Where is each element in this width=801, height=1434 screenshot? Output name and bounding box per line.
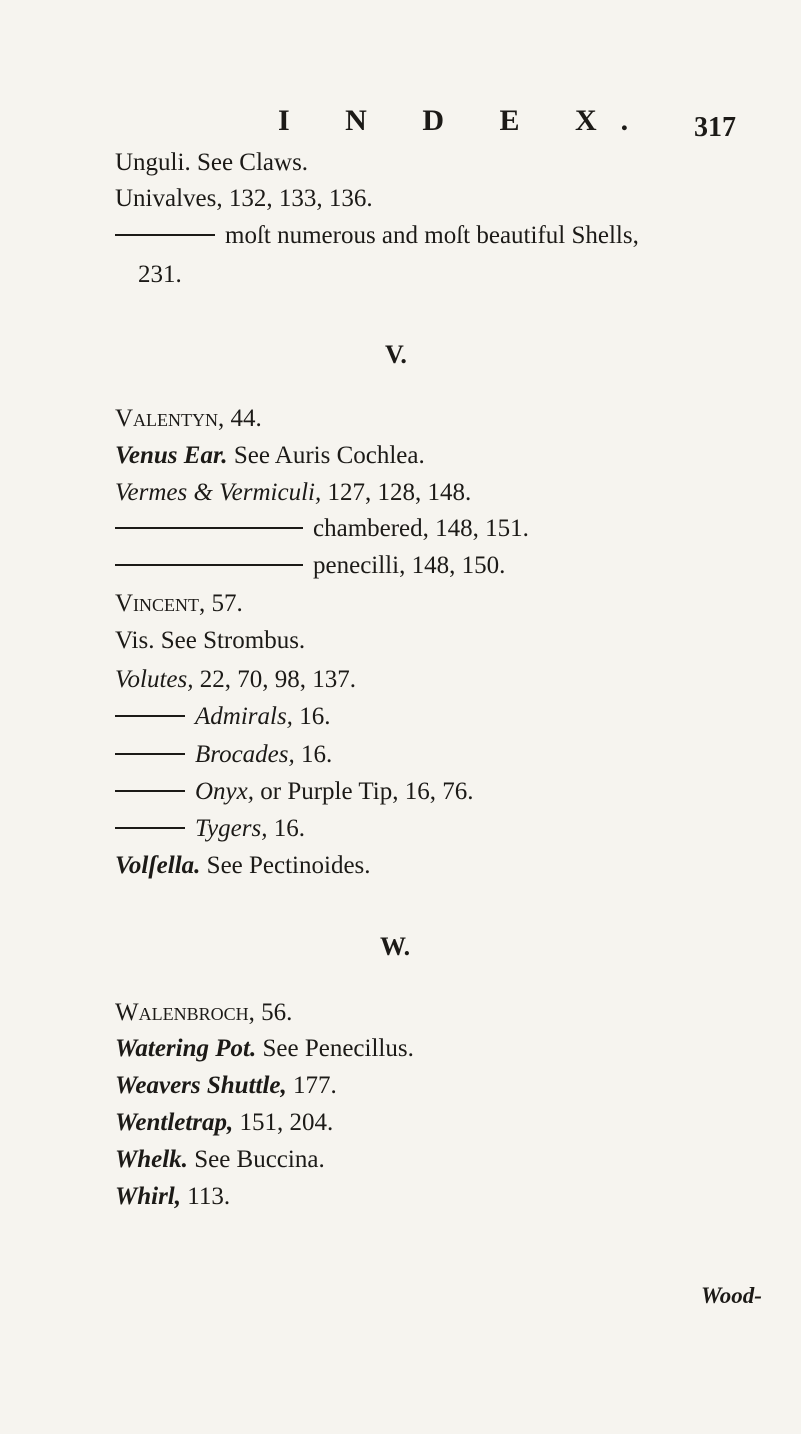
entry-ref: See Penecillus.	[262, 1035, 414, 1062]
index-entry	[115, 1000, 292, 1025]
index-subentry	[115, 553, 505, 578]
index-continuation	[138, 262, 182, 287]
index-subentry	[115, 779, 473, 804]
ditto-dash	[115, 564, 303, 566]
entry-term: Whelk.	[115, 1146, 188, 1173]
index-subentry	[115, 742, 332, 767]
entry-term: Unguli.	[115, 149, 191, 176]
entry-term: Vis.	[115, 627, 155, 654]
index-entry	[115, 1073, 337, 1098]
index-entry	[115, 1184, 230, 1209]
entry-ref: See Pectinoides.	[206, 852, 371, 879]
entry-term: Univalves,	[115, 185, 223, 212]
entry-ref: 231.	[138, 261, 182, 288]
entry-term: Valentyn,	[115, 405, 225, 432]
index-entry	[115, 406, 262, 431]
entry-ref: 16.	[301, 741, 333, 768]
ditto-dash	[115, 753, 185, 755]
index-subentry	[115, 516, 529, 541]
entry-ref: penecilli, 148, 150.	[313, 552, 506, 579]
entry-ref: See Buccina.	[194, 1146, 325, 1173]
entry-term: Weavers Shuttle,	[115, 1072, 287, 1099]
entry-term: Vincent,	[115, 590, 206, 617]
index-entry	[115, 853, 371, 878]
entry-term: Onyx,	[195, 778, 254, 805]
entry-ref: 57.	[211, 590, 243, 617]
ditto-dash	[115, 715, 185, 717]
entry-ref: 151, 204.	[239, 1109, 334, 1136]
entry-ref: See Claws.	[196, 149, 309, 176]
index-entry	[115, 186, 373, 211]
index-entry	[115, 1147, 325, 1172]
index-subentry	[115, 223, 639, 248]
entry-term: Volſella.	[115, 852, 201, 879]
catchword: Wood-	[701, 1283, 762, 1308]
index-subentry	[115, 816, 305, 841]
index-entry	[115, 667, 356, 692]
section-heading-w: W.	[380, 932, 411, 961]
entry-term: Whirl,	[115, 1183, 182, 1210]
entry-ref: or Purple Tip, 16, 76.	[260, 778, 474, 805]
entry-term: Vermes & Vermiculi,	[115, 479, 322, 506]
ditto-dash	[115, 827, 185, 829]
entry-term: Tygers,	[195, 815, 268, 842]
entry-term: Venus Ear.	[115, 442, 228, 469]
index-subentry	[115, 704, 330, 729]
entry-term: Volutes,	[115, 666, 194, 693]
index-entry	[115, 480, 471, 505]
page-title: I N D E X.	[278, 104, 653, 137]
entry-ref: chambered, 148, 151.	[313, 515, 529, 542]
entry-term: Admirals,	[195, 703, 293, 730]
index-entry	[115, 628, 305, 653]
entry-ref: 113.	[187, 1183, 231, 1210]
entry-ref: 56.	[261, 999, 293, 1026]
index-entry	[115, 1036, 414, 1061]
ditto-dash	[115, 527, 303, 529]
entry-ref: 132, 133, 136.	[228, 185, 373, 212]
index-entry	[115, 1110, 333, 1135]
index-entry	[115, 150, 308, 175]
entry-ref: 16.	[273, 815, 305, 842]
section-heading-v: V.	[385, 340, 407, 369]
page-number: 317	[694, 112, 736, 143]
index-entry	[115, 591, 243, 616]
entry-term: Walenbroch,	[115, 999, 255, 1026]
entry-ref: See Strombus.	[160, 627, 306, 654]
entry-term: Brocades,	[195, 741, 295, 768]
entry-ref: moſt numerous and moſt beautiful Shells,	[225, 222, 639, 249]
entry-ref: 22, 70, 98, 137.	[199, 666, 356, 693]
entry-ref: 44.	[230, 405, 262, 432]
entry-ref: 177.	[293, 1072, 337, 1099]
entry-ref: See Auris Cochlea.	[233, 442, 425, 469]
index-entry	[115, 443, 425, 468]
ditto-dash	[115, 234, 215, 236]
entry-term: Watering Pot.	[115, 1035, 257, 1062]
entry-ref: 127, 128, 148.	[327, 479, 472, 506]
entry-term: Wentletrap,	[115, 1109, 234, 1136]
entry-ref: 16.	[299, 703, 331, 730]
ditto-dash	[115, 790, 185, 792]
